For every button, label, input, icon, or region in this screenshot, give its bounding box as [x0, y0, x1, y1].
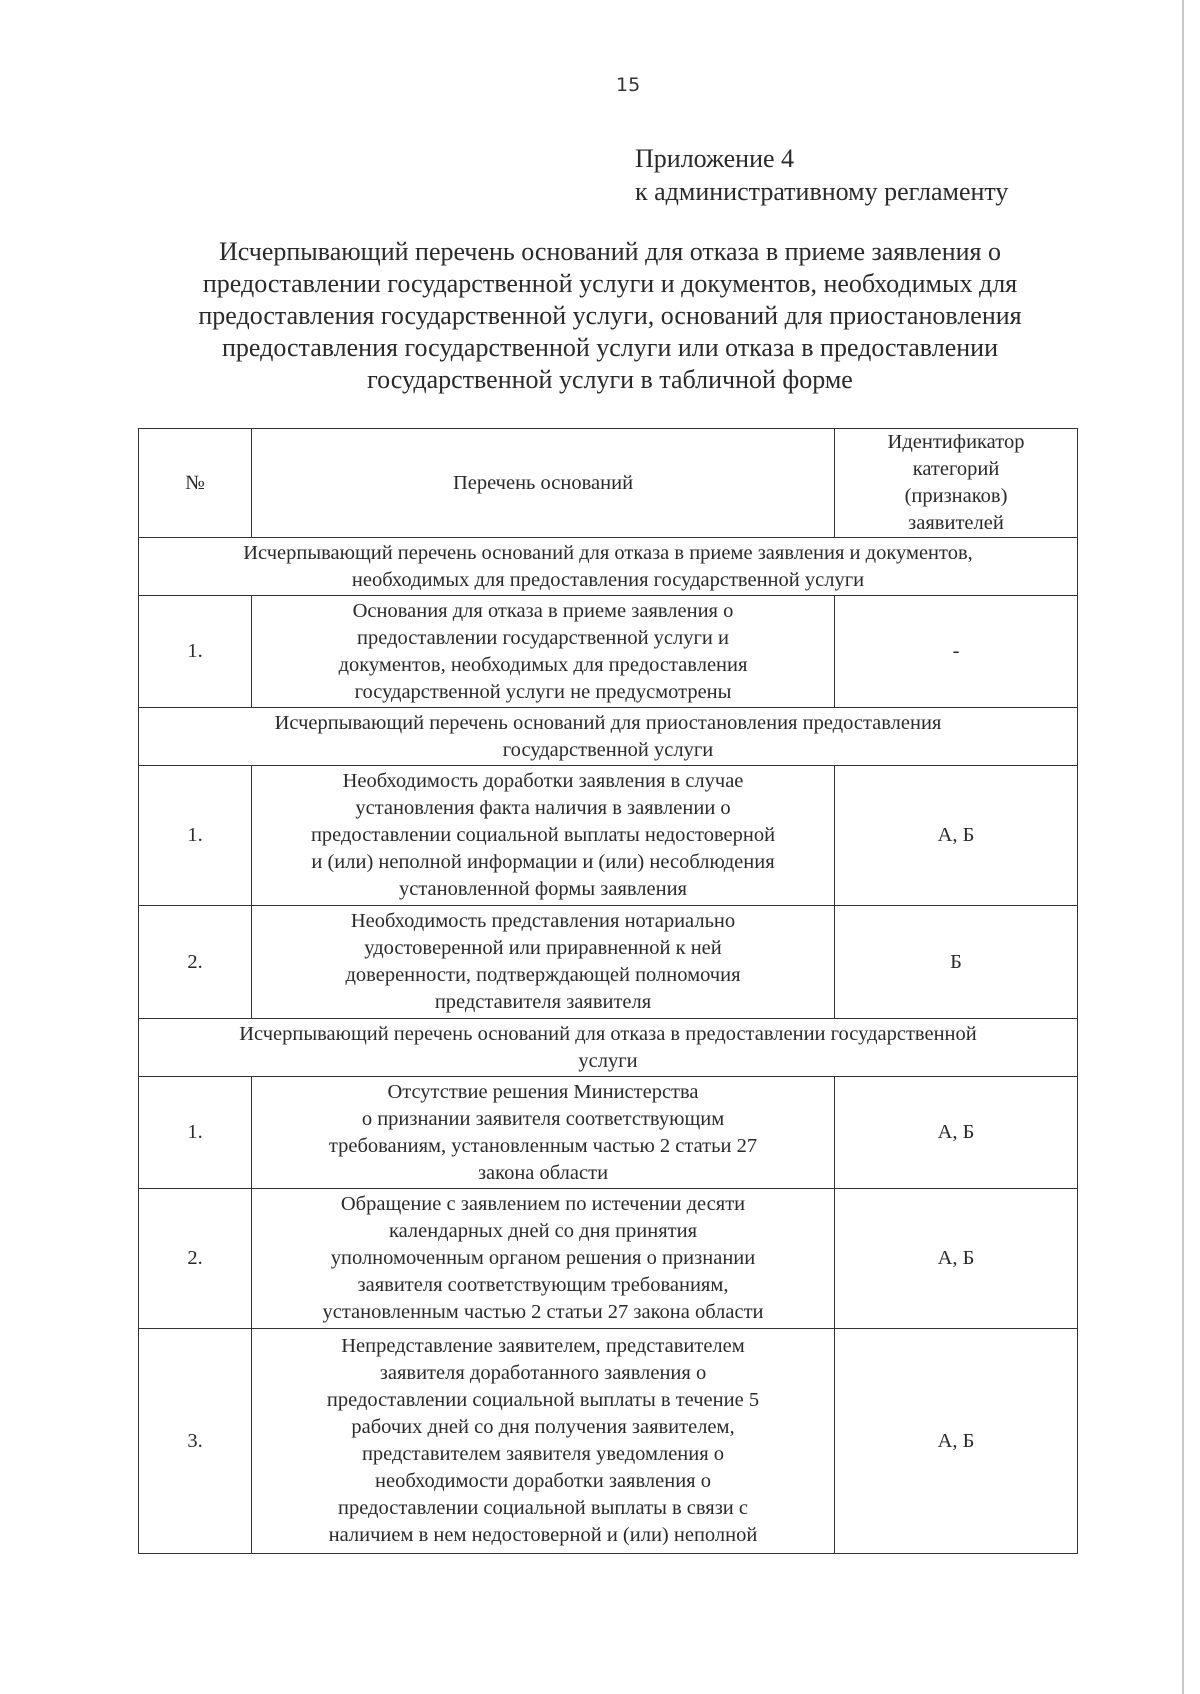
- row-text-line: удостоверенной или приравненной к ней: [364, 937, 722, 959]
- section-title-line: Исчерпывающий перечень оснований для приостановления предоставления: [274, 711, 942, 734]
- appendix-number: Приложение 4: [635, 144, 795, 173]
- row-text-line: предоставлении социальной выплаты в связи с: [338, 1497, 748, 1519]
- row-identifier: А, Б: [835, 1077, 1078, 1189]
- row-text-line: и (или) неполной информации и (или) несоблюдения: [311, 851, 775, 873]
- header-reasons: Перечень оснований: [252, 429, 835, 538]
- row-text-line: рабочих дней со дня получения заявителем,: [351, 1416, 735, 1438]
- row-text-line: Необходимость доработки заявления в случае: [342, 770, 744, 792]
- row-identifier: А, Б: [835, 1189, 1078, 1329]
- appendix-heading: [635, 142, 1008, 208]
- row-text-line: государственной услуги не предусмотрены: [354, 680, 732, 703]
- page-number: 15: [616, 74, 641, 96]
- table-row: [139, 596, 1078, 708]
- row-text-line: Непредставление заявителем, представителем: [341, 1335, 745, 1357]
- row-text-line: установления факта наличия в заявлении о: [355, 797, 731, 819]
- title-line: предоставлении государственной услуги и документов, необходимых для: [202, 269, 1018, 298]
- row-text-line: документов, необходимых для предоставления: [338, 653, 748, 676]
- scan-edge-line: [1182, 0, 1184, 1694]
- row-text-line: предоставлении социальной выплаты недостоверной: [310, 824, 776, 846]
- row-identifier: -: [835, 596, 1078, 708]
- section-title-row: [139, 708, 1078, 766]
- row-text-line: представителя заявителя: [434, 991, 652, 1013]
- row-text: [252, 596, 835, 708]
- row-text-line: доверенности, подтверждающей полномочия: [345, 964, 741, 986]
- row-text-line: наличием в нем недостоверной и (или) неполной: [328, 1524, 758, 1546]
- header-num: №: [139, 429, 252, 538]
- section-title-row: [139, 1019, 1078, 1077]
- row-text-line: Отсутствие решения Министерства: [387, 1080, 699, 1103]
- row-num: 2.: [139, 1189, 252, 1329]
- reasons-table: [138, 428, 1078, 1554]
- row-num: 3.: [139, 1329, 252, 1554]
- row-num: 1.: [139, 1077, 252, 1189]
- row-text-line: закона области: [477, 1161, 609, 1184]
- appendix-subtitle: к административному регламенту: [635, 177, 1009, 206]
- section-title-row: [139, 538, 1078, 596]
- section-title-line: Исчерпывающий перечень оснований для отказа в приеме заявления и документов,: [243, 541, 973, 564]
- row-num: 2.: [139, 906, 252, 1019]
- row-text-line: о признании заявителя соответствующим: [361, 1107, 725, 1130]
- row-text-line: необходимости доработки заявления о: [375, 1470, 711, 1492]
- row-text: [252, 1077, 835, 1189]
- title-line: государственной услуги в табличной форме: [367, 365, 853, 394]
- section-title-line: необходимых для предоставления государственной услуги: [351, 568, 865, 591]
- header-identifier-line: заявителей: [908, 512, 1004, 534]
- table-row: [139, 766, 1078, 906]
- table-row: [139, 1189, 1078, 1329]
- title-line: предоставления государственной услуги или отказа в предоставлении: [221, 333, 998, 362]
- row-text-line: заявителя соответствующим требованиям,: [357, 1274, 729, 1296]
- row-identifier: А, Б: [835, 1329, 1078, 1554]
- row-text-line: Обращение с заявлением по истечении десяти: [340, 1193, 746, 1215]
- row-text-line: предоставлении социальной выплаты в течение 5: [326, 1389, 760, 1411]
- row-identifier: Б: [835, 906, 1078, 1019]
- row-text-line: установленным частью 2 статьи 27 закона области: [322, 1301, 764, 1323]
- row-text-line: заявителя доработанного заявления о: [379, 1362, 707, 1384]
- table-row: [139, 1329, 1078, 1554]
- section-title: [139, 708, 1078, 766]
- row-num: 1.: [139, 766, 252, 906]
- row-text-line: предоставлении государственной услуги и: [357, 626, 729, 649]
- row-text-line: Необходимость представления нотариально: [350, 910, 736, 932]
- row-text-line: требованиям, установленным частью 2 статьи 27: [328, 1134, 758, 1157]
- section-title-line: услуги: [578, 1049, 638, 1072]
- row-text-line: уполномоченным органом решения о признании: [330, 1247, 756, 1269]
- row-text: [252, 1329, 835, 1554]
- row-text: [252, 766, 835, 906]
- title-line: Исчерпывающий перечень оснований для отказа в приеме заявления о: [218, 237, 1001, 266]
- row-text-line: календарных дней со дня принятия: [388, 1220, 698, 1242]
- header-identifier-line: (признаков): [904, 485, 1008, 507]
- row-text: [252, 1189, 835, 1329]
- row-text-line: Основания для отказа в приеме заявления о: [352, 599, 734, 622]
- header-identifier-line: категорий: [912, 458, 1000, 480]
- row-identifier: А, Б: [835, 766, 1078, 906]
- table-header-row: [139, 429, 1078, 538]
- header-identifier: [835, 429, 1078, 538]
- header-identifier-line: Идентификатор: [887, 431, 1025, 453]
- table-row: [139, 1077, 1078, 1189]
- row-text-line: представителем заявителя уведомления о: [361, 1443, 725, 1465]
- section-title: [139, 1019, 1078, 1077]
- table-row: [139, 906, 1078, 1019]
- title-line: предоставления государственной услуги, оснований для приостановления: [198, 301, 1022, 330]
- section-title-line: Исчерпывающий перечень оснований для отказа в предоставлении государственной: [239, 1022, 977, 1045]
- row-num: 1.: [139, 596, 252, 708]
- row-text-line: установленной формы заявления: [399, 878, 687, 900]
- section-title: [139, 538, 1078, 596]
- section-title-line: государственной услуги: [502, 738, 714, 761]
- row-text: [252, 906, 835, 1019]
- document-title: [150, 236, 1070, 396]
